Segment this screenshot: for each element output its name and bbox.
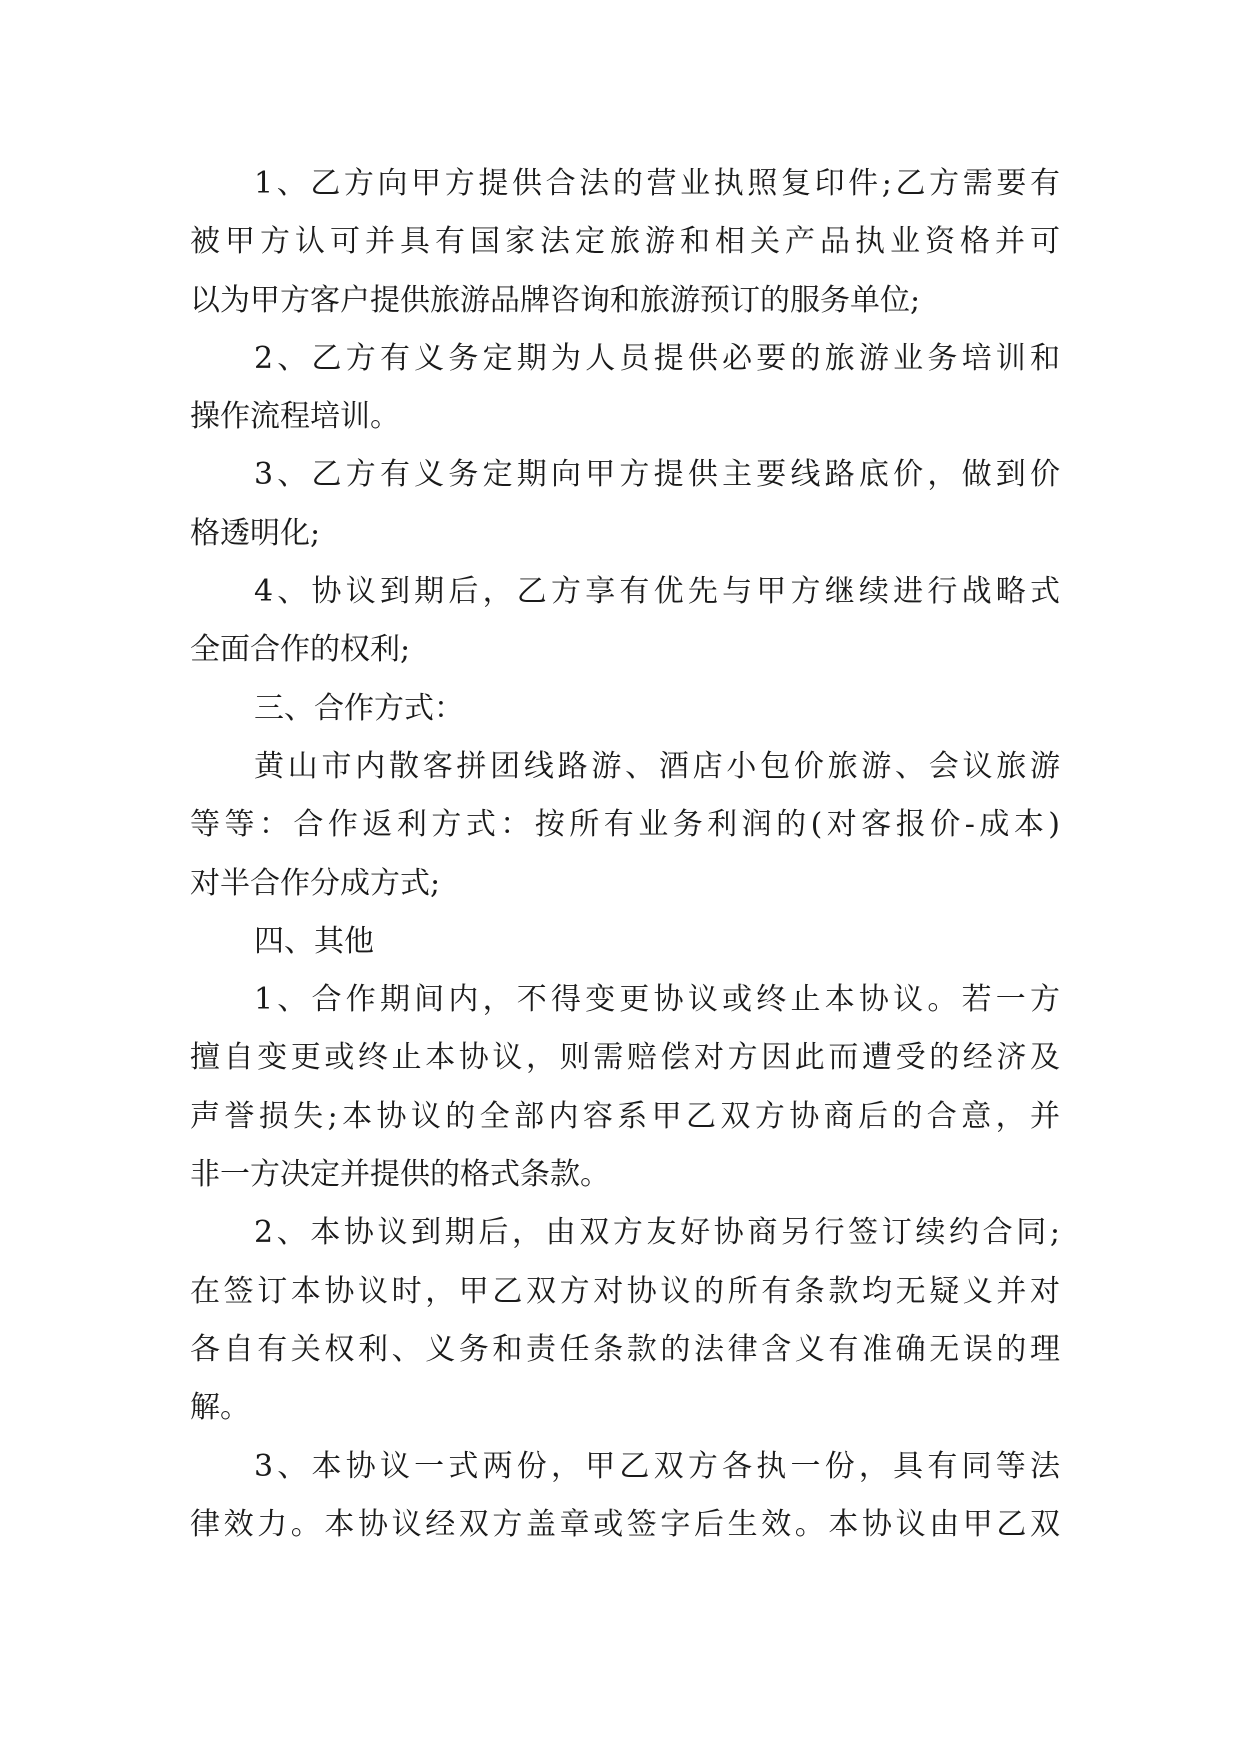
document-text-line: 四、其他 [254,923,374,959]
document-text-line: 非一方决定并提供的格式条款。 [190,1157,610,1193]
document-text-line: 擅自变更或终止本协议，则需赔偿对方因此而遭受的经济及 [190,1040,1060,1076]
document-text-line: 在签订本协议时，甲乙双方对协议的所有条款均无疑义并对 [190,1273,1060,1309]
document-text-line: 格透明化; [190,515,321,551]
document-body [190,155,1060,1554]
document-text-line: 2、乙方有义务定期为人员提供必要的旅游业务培训和 [254,340,1060,376]
document-text-line: 全面合作的权利; [190,632,411,668]
document-text-line: 解。 [190,1390,250,1426]
document-text-line: 4、协议到期后，乙方享有优先与甲方继续进行战略式 [254,574,1060,610]
document-text-line: 等等：合作返利方式：按所有业务利润的(对客报价-成本) [190,807,1060,843]
document-text-line: 各自有关权利、义务和责任条款的法律含义有准确无误的理 [190,1331,1060,1367]
document-text-line: 3、本协议一式两份，甲乙双方各执一份，具有同等法 [254,1448,1060,1484]
document-text-line: 对半合作分成方式; [190,865,441,901]
document-text-line: 以为甲方客户提供旅游品牌咨询和旅游预订的服务单位; [190,282,921,318]
document-text-line: 1、合作期间内，不得变更协议或终止本协议。若一方 [254,982,1060,1018]
document-text-line: 三、合作方式： [254,690,464,726]
document-text-line: 2、本协议到期后，由双方友好协商另行签订续约合同; [254,1215,1060,1251]
document-text-line: 律效力。本协议经双方盖章或签字后生效。本协议由甲乙双 [190,1506,1060,1542]
document-text-line: 被甲方认可并具有国家法定旅游和相关产品执业资格并可 [190,224,1060,260]
document-text-line: 声誉损失;本协议的全部内容系甲乙双方协商后的合意，并 [190,1098,1060,1134]
document-text-line: 3、乙方有义务定期向甲方提供主要线路底价，做到价 [254,457,1060,493]
document-text-line: 黄山市内散客拼团线路游、酒店小包价旅游、会议旅游 [254,748,1060,784]
document-text-line: 操作流程培训。 [190,399,400,435]
document-text-line: 1、乙方向甲方提供合法的营业执照复印件;乙方需要有 [254,166,1060,201]
